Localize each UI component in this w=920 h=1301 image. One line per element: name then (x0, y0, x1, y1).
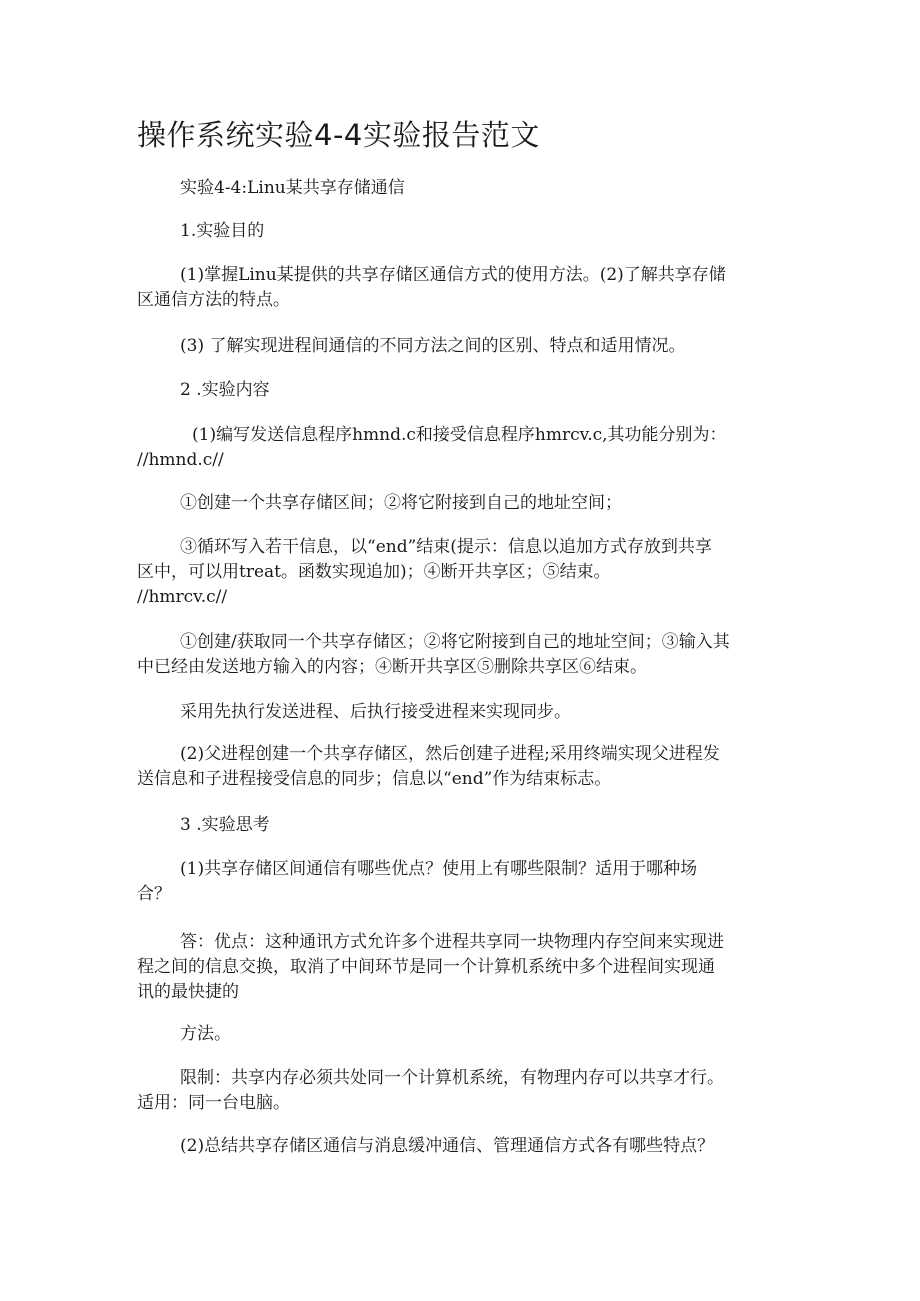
paragraph-answer-1 (137, 930, 724, 1005)
text-line: 限制：共享内存必须共处同一个计算机系统，有物理内存可以共享才行。 (180, 1068, 724, 1088)
text-line: (1)共享存储区间通信有哪些优点？使用上有哪些限制？适用于哪种场 (180, 859, 698, 879)
paragraph-purpose-3: (3) 了解实现进程间通信的不同方法之间的区别、特点和适用情况。 (180, 336, 686, 356)
paragraph-content-2 (137, 742, 720, 792)
paragraph-content-1 (137, 423, 727, 473)
text-line: (1)掌握Linu某提供的共享存储区通信方式的使用方法。(2)了解共享存储 (180, 265, 726, 285)
text-line: 适用：同一台电脑。 (137, 1093, 290, 1113)
paragraph-purpose-1 (137, 263, 726, 313)
text-line: 送信息和子进程接受信息的同步；信息以“end”作为结束标志。 (137, 769, 612, 789)
subtitle: 实验4-4:Linu某共享存储通信 (180, 178, 405, 198)
text-line: 答：优点：这种通讯方式允许多个进程共享同一块物理内存空间来实现进 (180, 932, 724, 952)
section-heading-thinking: 3 .实验思考 (180, 815, 270, 835)
text-line: 中已经由发送地方输入的内容；④断开共享区⑤删除共享区⑥结束。 (137, 657, 647, 677)
paragraph-send-steps-2 (137, 535, 712, 610)
section-heading-purpose: 1.实验目的 (180, 221, 265, 241)
text-line: (1)编写发送信息程序hmnd.c和接受信息程序hmrcv.c,其功能分别为： (192, 425, 727, 445)
text-line: 区通信方法的特点。 (137, 290, 290, 310)
text-line: 程之间的信息交换，取消了中间环节是同一个计算机系统中多个进程间实现通 (137, 957, 715, 977)
text-line: 合？ (137, 884, 171, 904)
paragraph-question-2: (2)总结共享存储区通信与消息缓冲通信、管理通信方式各有哪些特点？ (180, 1136, 715, 1156)
paragraph-send-steps-1: ①创建一个共享存储区间；②将它附接到自己的地址空间； (180, 493, 622, 513)
paragraph-question-1 (137, 857, 697, 907)
section-heading-content: 2 .实验内容 (180, 380, 270, 400)
text-line: ③循环写入若干信息，以“end”结束(提示：信息以追加方式存放到共享 (180, 537, 712, 557)
text-line: //hmnd.c// (137, 450, 224, 470)
document-title: 操作系统实验4-4实验报告范文 (137, 118, 540, 152)
text-line: //hmrcv.c// (137, 587, 228, 607)
paragraph-answer-1-continued: 方法。 (180, 1024, 231, 1044)
text-line: (2)父进程创建一个共享存储区，然后创建子进程;采用终端实现父进程发 (180, 744, 720, 764)
paragraph-recv-steps (137, 630, 730, 680)
text-line: 讯的最快捷的 (137, 982, 239, 1002)
text-line: ①创建/获取同一个共享存储区；②将它附接到自己的地址空间；③输入其 (180, 632, 730, 652)
paragraph-limits (137, 1066, 724, 1116)
paragraph-sync-note: 采用先执行发送进程、后执行接受进程来实现同步。 (180, 702, 571, 722)
text-line: 区中，可以用treat。函数实现追加)；④断开共享区；⑤结束。 (137, 562, 611, 582)
